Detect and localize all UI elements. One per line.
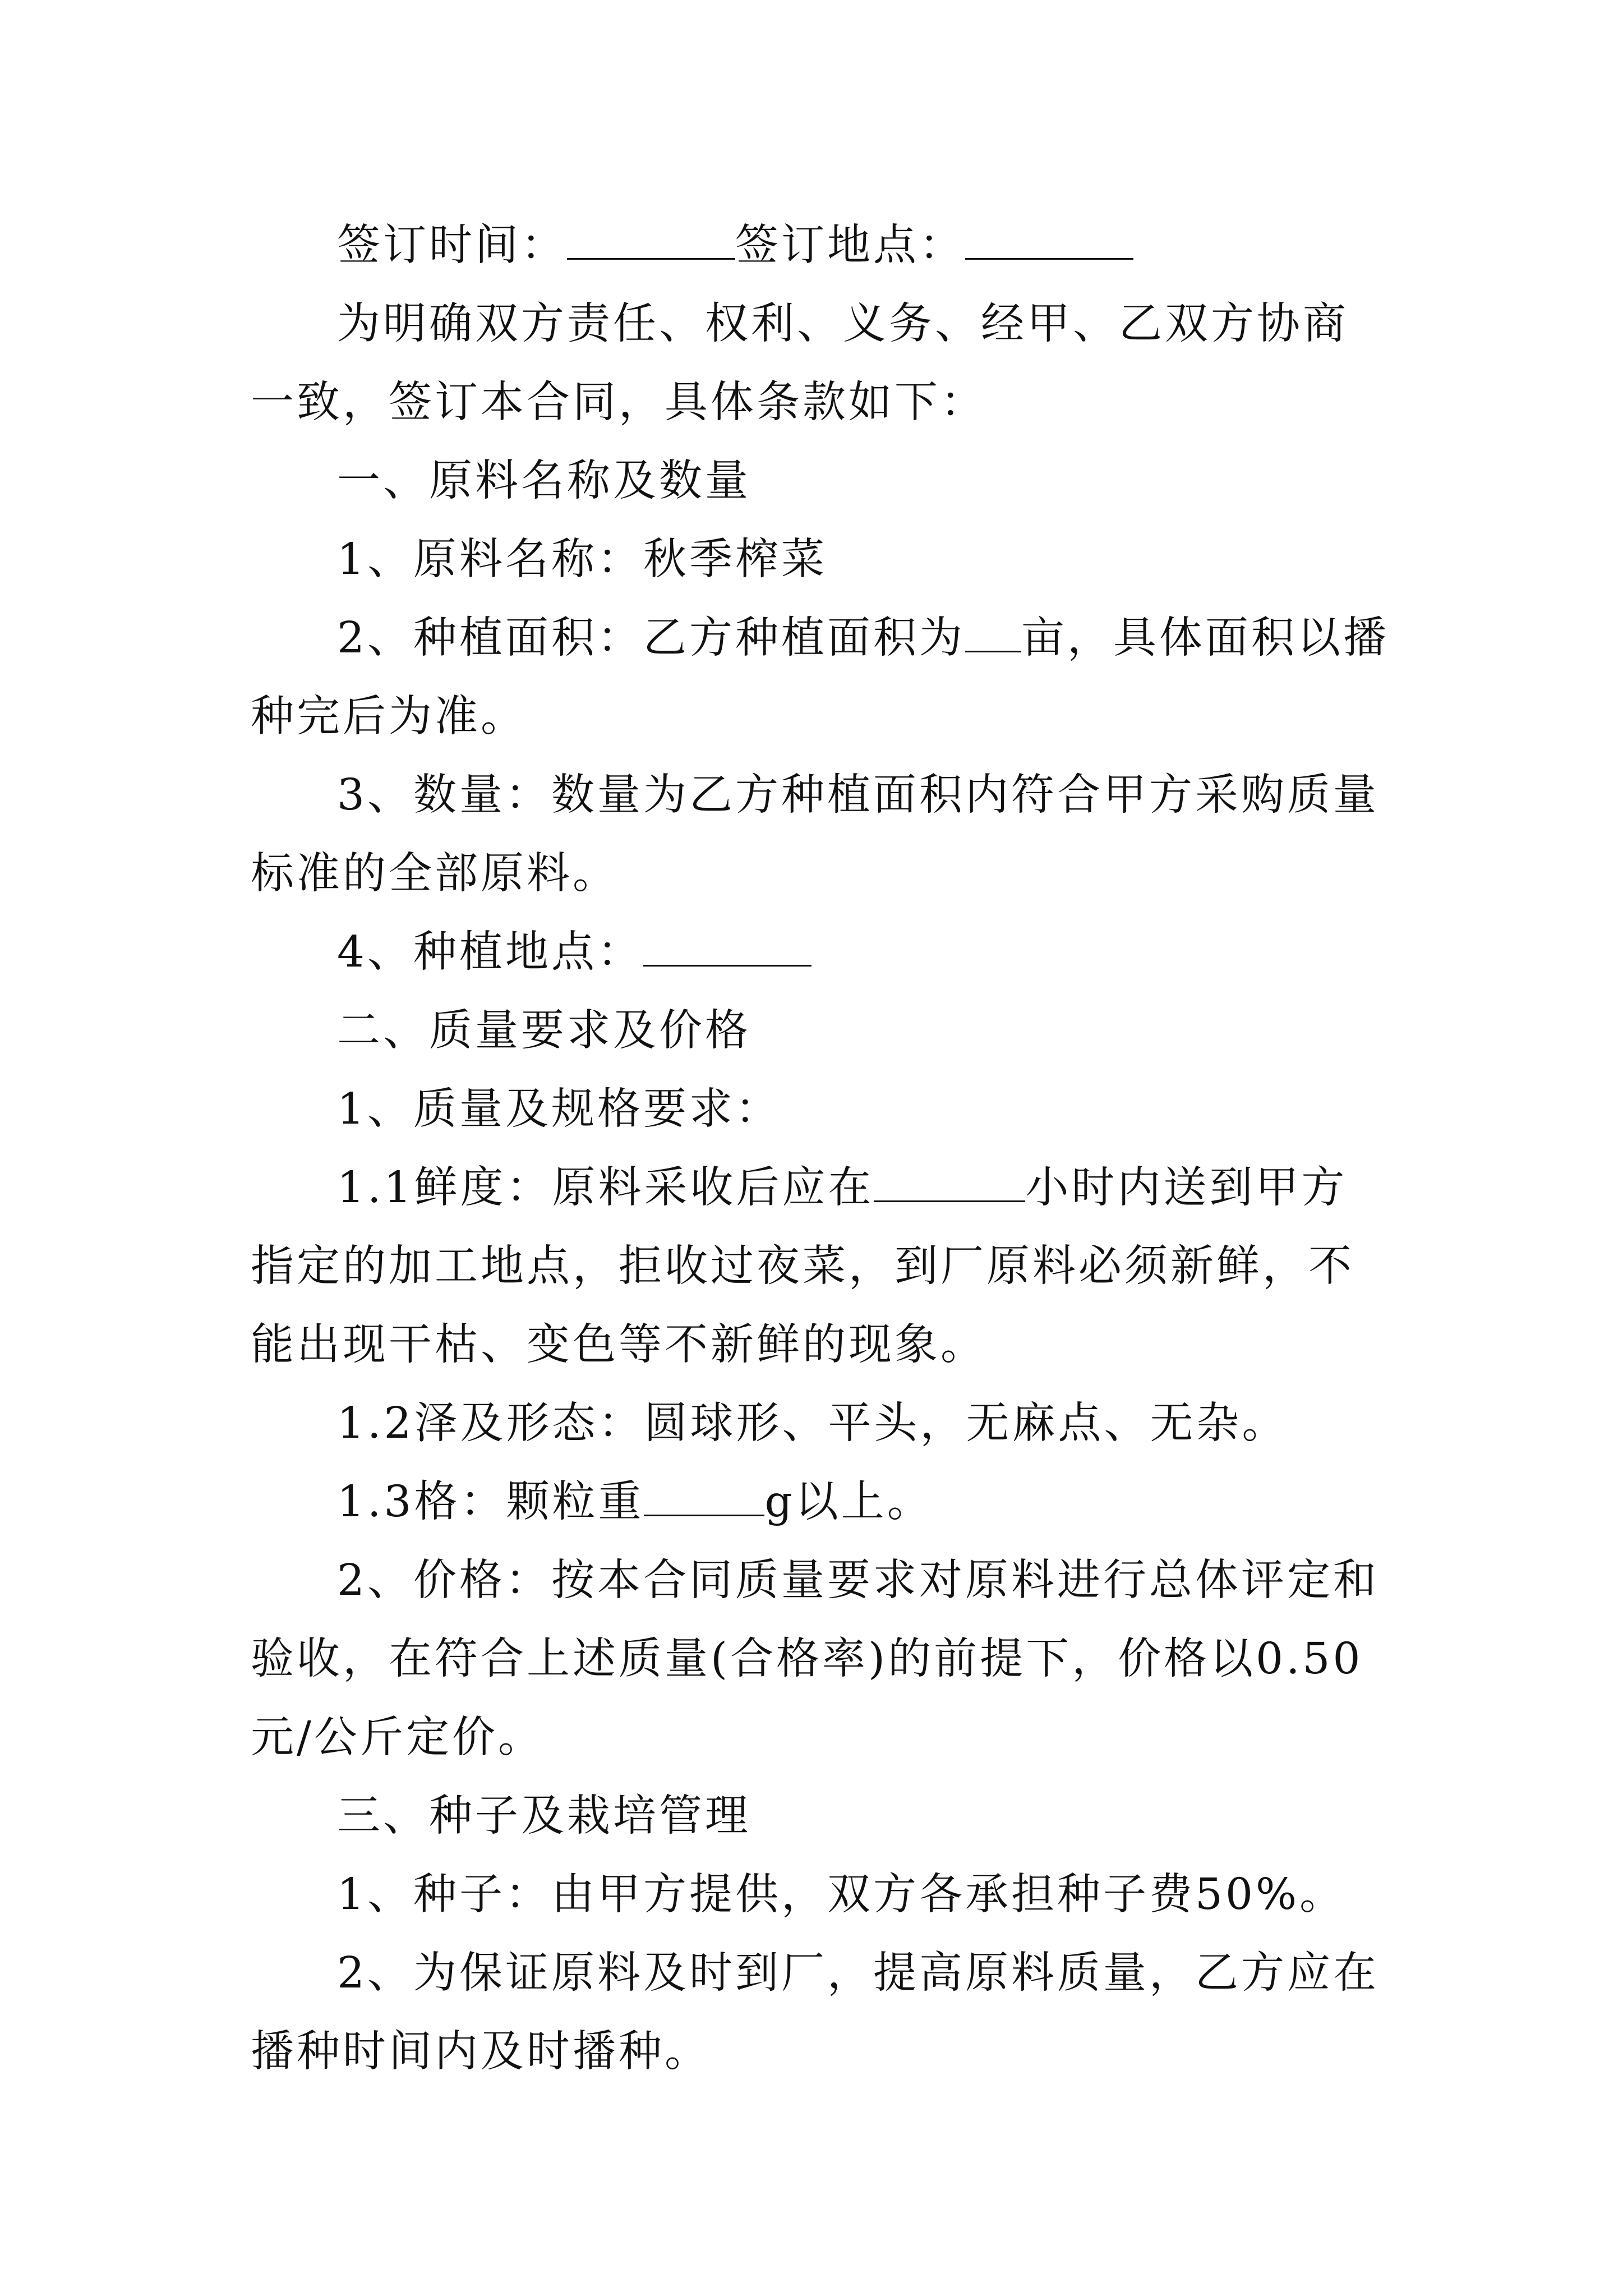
quantity-item: 3、数量：数量为乙方种植面积内符合甲方采购质量标准的全部原料。 bbox=[251, 770, 1379, 899]
grade-item bbox=[251, 1463, 1389, 1542]
seeds-item: 1、种子：由甲方提供，双方各承担种子费50%。 bbox=[337, 1870, 1346, 1920]
signing-line bbox=[251, 206, 1389, 285]
contract-body bbox=[251, 206, 1389, 2091]
grade-weight-blank bbox=[644, 1475, 764, 1516]
planting-area-text-end: 亩，具体面积以播种完后为准。 bbox=[251, 613, 1389, 742]
material-name-item: 1、原料名称：秋季榨菜 bbox=[337, 535, 827, 585]
quality-spec-title: 1、质量及规格要求： bbox=[337, 1084, 781, 1134]
freshness-text-end: 小时内送到甲方指定的加工地点，拒收过夜菜，到厂原料必须新鲜，不能出现干枯、变色等不新鲜的现象。 bbox=[251, 1163, 1354, 1370]
sowing-item: 2、为保证原料及时到厂，提高原料质量，乙方应在播种时间内及时播种。 bbox=[251, 1948, 1379, 2077]
preamble-paragraph: 为明确双方责任、权利、义务、经甲、乙双方协商一致，签订本合同，具体条款如下： bbox=[251, 299, 1349, 427]
shape-item: 1.2泽及形态：圆球形、平头，无麻点、无杂。 bbox=[337, 1398, 1288, 1448]
grade-text: 1.3格：颗粒重 bbox=[337, 1477, 644, 1527]
section-heading-materials: 一、原料名称及数量 bbox=[337, 456, 751, 506]
planting-place-label: 4、种植地点： bbox=[337, 927, 643, 977]
grade-text-end: g以上。 bbox=[764, 1477, 933, 1527]
freshness-text: 1.1鲜度：原料采收后应在 bbox=[337, 1163, 874, 1213]
freshness-hours-blank bbox=[874, 1161, 1025, 1202]
section-heading-quality: 二、质量要求及价格 bbox=[337, 1006, 751, 1056]
signing-place-blank bbox=[965, 219, 1133, 260]
planting-area-item bbox=[251, 599, 1389, 756]
freshness-item bbox=[251, 1149, 1389, 1384]
planting-area-blank bbox=[965, 611, 1021, 652]
signing-time-blank bbox=[567, 219, 735, 260]
signing-time-label: 签订时间： bbox=[337, 220, 567, 270]
section-heading-seeds: 三、种子及栽培管理 bbox=[337, 1791, 751, 1841]
price-item: 2、价格：按本合同质量要求对原料进行总体评定和验收，在符合上述质量(合格率)的前提下，价格以0.50元/公斤定价。 bbox=[251, 1556, 1379, 1763]
signing-place-label: 签订地点： bbox=[735, 220, 965, 270]
planting-place-blank bbox=[643, 926, 811, 967]
planting-area-text: 2、种植面积：乙方种植面积为 bbox=[337, 613, 965, 663]
planting-place-item bbox=[251, 913, 1389, 992]
